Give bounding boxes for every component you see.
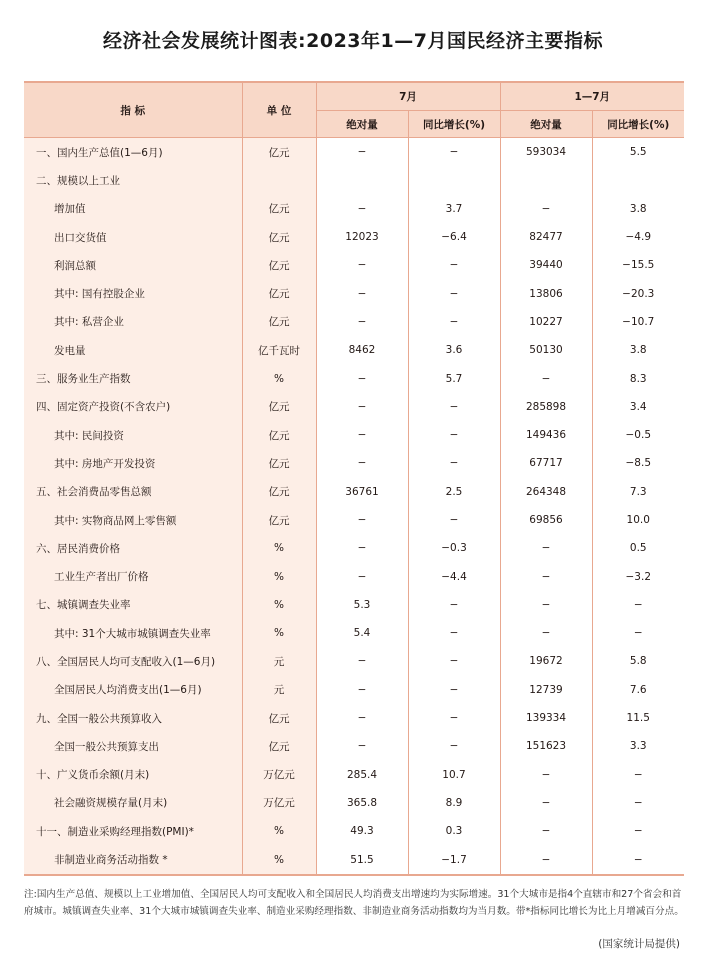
ytd-yoy-cell: −15.5: [622, 259, 655, 272]
header-indicator: 指 标: [24, 82, 242, 138]
table-row: [24, 761, 684, 789]
unit-cell: 亿元: [242, 251, 316, 279]
ytd-absolute-cell: 82477: [500, 223, 592, 251]
july-absolute-cell: −: [316, 534, 408, 562]
table-row: [24, 223, 684, 251]
table-row: [24, 534, 684, 562]
july-yoy-cell: −: [408, 676, 500, 704]
indicator-name-cell: 出口交货值: [24, 223, 242, 251]
july-yoy-cell: −: [408, 279, 500, 307]
ytd-absolute-cell: −: [500, 619, 592, 647]
unit-cell: 亿元: [242, 449, 316, 477]
indicator-name-cell: 其中: 私营企业: [24, 308, 242, 336]
table-row: [24, 704, 684, 732]
ytd-absolute-cell: −: [500, 817, 592, 845]
table-row: [24, 817, 684, 845]
ytd-absolute-cell: −: [500, 534, 592, 562]
ytd-yoy-cell: −8.5: [625, 457, 651, 470]
indicator-name-cell: 增加值: [24, 195, 242, 223]
ytd-absolute-cell: 151623: [500, 732, 592, 760]
unit-cell: 亿元: [242, 704, 316, 732]
july-yoy-cell: −: [408, 704, 500, 732]
table-row: [24, 166, 684, 194]
ytd-absolute-cell: −: [500, 789, 592, 817]
july-absolute-cell: −: [316, 562, 408, 590]
ytd-yoy-cell: −: [633, 627, 643, 640]
july-yoy-cell: −4.4: [408, 562, 500, 590]
july-absolute-cell: −: [316, 364, 408, 392]
indicator-name-cell: 全国一般公共预算支出: [24, 732, 242, 760]
indicator-name-cell: 其中: 国有控股企业: [24, 279, 242, 307]
indicator-name-cell: 其中: 31个大城市城镇调查失业率: [24, 619, 242, 647]
july-absolute-cell: 5.3: [316, 591, 408, 619]
july-yoy-cell: −: [408, 647, 500, 675]
unit-cell: 万亿元: [242, 789, 316, 817]
ytd-absolute-cell: 593034: [500, 138, 592, 167]
ytd-yoy-cell: 3.8: [629, 344, 647, 357]
table-row: [24, 138, 684, 167]
table-row: [24, 789, 684, 817]
july-absolute-cell: 51.5: [316, 845, 408, 874]
unit-cell: 亿元: [242, 138, 316, 167]
ytd-yoy-cell: 7.3: [629, 485, 647, 498]
unit-cell: 亿千瓦时: [242, 336, 316, 364]
july-absolute-cell: −: [316, 138, 408, 167]
july-absolute-cell: −: [316, 449, 408, 477]
table-row: [24, 562, 684, 590]
july-yoy-cell: −: [408, 619, 500, 647]
indicator-name-cell: 社会融资规模存量(月末): [24, 789, 242, 817]
indicator-name-cell: 其中: 民间投资: [24, 421, 242, 449]
ytd-absolute-cell: 67717: [500, 449, 592, 477]
unit-cell: %: [242, 534, 316, 562]
indicator-name-cell: 非制造业商务活动指数 *: [24, 845, 242, 874]
ytd-absolute-cell: 149436: [500, 421, 592, 449]
table-row: [24, 308, 684, 336]
header-july-absolute: 绝对量: [316, 111, 408, 138]
july-absolute-cell: 365.8: [316, 789, 408, 817]
july-absolute-cell: 5.4: [316, 619, 408, 647]
indicator-name-cell: 七、城镇调查失业率: [24, 591, 242, 619]
indicator-name-cell: 四、固定资产投资(不含农户): [24, 393, 242, 421]
ytd-yoy-cell: 5.8: [629, 655, 647, 668]
july-absolute-cell: −: [316, 195, 408, 223]
indicator-name-cell: 一、国内生产总值(1—6月): [24, 138, 242, 167]
unit-cell: 亿元: [242, 223, 316, 251]
unit-cell: 亿元: [242, 308, 316, 336]
ytd-absolute-cell: 285898: [500, 393, 592, 421]
ytd-yoy-cell: [592, 166, 684, 194]
ytd-absolute-cell: −: [500, 195, 592, 223]
july-yoy-cell: 10.7: [408, 761, 500, 789]
table-row: [24, 478, 684, 506]
july-yoy-cell: −6.4: [408, 223, 500, 251]
ytd-yoy-cell: 0.5: [629, 542, 647, 555]
july-yoy-cell: 0.3: [408, 817, 500, 845]
table-row: [24, 506, 684, 534]
july-yoy-cell: −: [408, 506, 500, 534]
ytd-yoy-cell: −3.2: [625, 570, 651, 583]
table-row: [24, 619, 684, 647]
july-absolute-cell: −: [316, 308, 408, 336]
july-yoy-cell: 2.5: [408, 478, 500, 506]
july-yoy-cell: −: [408, 591, 500, 619]
july-yoy-cell: 5.7: [408, 364, 500, 392]
ytd-yoy-cell: 3.8: [629, 202, 647, 215]
ytd-yoy-cell: −: [633, 768, 643, 781]
ytd-absolute-cell: 13806: [500, 279, 592, 307]
ytd-yoy-cell: −20.3: [622, 287, 655, 300]
table-row: [24, 393, 684, 421]
ytd-absolute-cell: 69856: [500, 506, 592, 534]
indicator-name-cell: 发电量: [24, 336, 242, 364]
july-absolute-cell: 285.4: [316, 761, 408, 789]
unit-cell: 元: [242, 647, 316, 675]
unit-cell: %: [242, 591, 316, 619]
page-title: 经济社会发展统计图表:2023年1—7月国民经济主要指标: [103, 30, 603, 52]
july-absolute-cell: −: [316, 393, 408, 421]
july-absolute-cell: −: [316, 506, 408, 534]
indicator-name-cell: 六、居民消费价格: [24, 534, 242, 562]
july-yoy-cell: −0.3: [408, 534, 500, 562]
july-yoy-cell: −: [408, 732, 500, 760]
july-absolute-cell: −: [316, 676, 408, 704]
ytd-absolute-cell: −: [500, 845, 592, 874]
ytd-yoy-cell: 3.4: [629, 400, 647, 413]
table-row: [24, 279, 684, 307]
unit-cell: 亿元: [242, 421, 316, 449]
ytd-absolute-cell: −: [500, 761, 592, 789]
july-absolute-cell: 36761: [316, 478, 408, 506]
ytd-yoy-cell: 10.0: [626, 514, 650, 526]
unit-cell: 亿元: [242, 506, 316, 534]
ytd-yoy-cell: −0.5: [625, 429, 651, 442]
ytd-absolute-cell: 139334: [500, 704, 592, 732]
july-yoy-cell: [408, 166, 500, 194]
ytd-yoy-cell: 8.3: [629, 372, 647, 385]
header-ytd-absolute: 绝对量: [500, 111, 592, 138]
ytd-yoy-cell: 5.5: [629, 146, 647, 159]
indicator-name-cell: 利润总额: [24, 251, 242, 279]
july-yoy-cell: −: [408, 251, 500, 279]
ytd-absolute-cell: −: [500, 591, 592, 619]
july-absolute-cell: 12023: [316, 223, 408, 251]
ytd-absolute-cell: 10227: [500, 308, 592, 336]
indicator-name-cell: 其中: 实物商品网上零售额: [24, 506, 242, 534]
table-row: [24, 336, 684, 364]
unit-cell: %: [242, 364, 316, 392]
ytd-yoy-cell: 11.5: [626, 712, 650, 725]
indicator-name-cell: 八、全国居民人均可支配收入(1—6月): [24, 647, 242, 675]
table-row: [24, 364, 684, 392]
july-absolute-cell: 8462: [316, 336, 408, 364]
ytd-yoy-cell: −10.7: [622, 315, 655, 328]
unit-cell: 亿元: [242, 279, 316, 307]
ytd-yoy-cell: 3.3: [629, 740, 647, 753]
table-row: [24, 195, 684, 223]
july-absolute-cell: 49.3: [316, 817, 408, 845]
indicator-name-cell: 全国居民人均消费支出(1—6月): [24, 676, 242, 704]
july-absolute-cell: −: [316, 421, 408, 449]
july-absolute-cell: −: [316, 647, 408, 675]
unit-cell: 万亿元: [242, 761, 316, 789]
july-yoy-cell: −: [408, 393, 500, 421]
unit-cell: %: [242, 845, 316, 874]
ytd-absolute-cell: 50130: [500, 336, 592, 364]
july-yoy-cell: −: [408, 421, 500, 449]
ytd-absolute-cell: 12739: [500, 676, 592, 704]
indicators-table-container: [24, 81, 684, 876]
unit-cell: 亿元: [242, 393, 316, 421]
unit-cell: %: [242, 619, 316, 647]
header-group-ytd: 1—7月: [500, 82, 684, 111]
july-absolute-cell: −: [316, 704, 408, 732]
indicator-name-cell: 工业生产者出厂价格: [24, 562, 242, 590]
indicator-name-cell: 二、规模以上工业: [24, 166, 242, 194]
indicator-name-cell: 十一、制造业采购经理指数(PMI)*: [24, 817, 242, 845]
july-yoy-cell: −1.7: [408, 845, 500, 874]
ytd-yoy-cell: 7.6: [629, 683, 647, 696]
header-july-yoy: 同比增长(%): [408, 111, 500, 138]
unit-cell: 元: [242, 676, 316, 704]
header-ytd-yoy: 同比增长(%): [592, 111, 684, 138]
table-row: [24, 421, 684, 449]
unit-cell: 亿元: [242, 195, 316, 223]
indicator-name-cell: 其中: 房地产开发投资: [24, 449, 242, 477]
table-row: [24, 676, 684, 704]
ytd-absolute-cell: 19672: [500, 647, 592, 675]
source-credit: (国家统计局提供): [598, 938, 680, 950]
ytd-absolute-cell: 39440: [500, 251, 592, 279]
ytd-yoy-cell: −: [633, 796, 643, 809]
indicators-table: [24, 81, 684, 876]
table-row: [24, 845, 684, 874]
table-body: [24, 138, 684, 875]
unit-cell: 亿元: [242, 732, 316, 760]
ytd-absolute-cell: 264348: [500, 478, 592, 506]
july-yoy-cell: 8.9: [408, 789, 500, 817]
july-yoy-cell: −: [408, 138, 500, 167]
ytd-absolute-cell: [500, 166, 592, 194]
ytd-yoy-cell: −: [633, 598, 643, 611]
indicator-name-cell: 五、社会消费品零售总额: [24, 478, 242, 506]
ytd-absolute-cell: −: [500, 364, 592, 392]
unit-cell: %: [242, 562, 316, 590]
ytd-yoy-cell: −4.9: [625, 231, 651, 244]
indicator-name-cell: 三、服务业生产指数: [24, 364, 242, 392]
july-yoy-cell: 3.7: [408, 195, 500, 223]
unit-cell: 亿元: [242, 478, 316, 506]
ytd-yoy-cell: −: [633, 853, 643, 866]
table-row: [24, 449, 684, 477]
unit-cell: %: [242, 817, 316, 845]
unit-cell: [242, 166, 316, 194]
indicator-name-cell: 九、全国一般公共预算收入: [24, 704, 242, 732]
july-absolute-cell: −: [316, 279, 408, 307]
july-absolute-cell: [316, 166, 408, 194]
july-absolute-cell: −: [316, 251, 408, 279]
july-yoy-cell: −: [408, 308, 500, 336]
header-unit: 单 位: [242, 82, 316, 138]
july-yoy-cell: 3.6: [408, 336, 500, 364]
table-row: [24, 647, 684, 675]
footnote: 注:国内生产总值、规模以上工业增加值、全国居民人均可支配收入和全国居民人均消费支出增速均为实际增速。31个大城市是指4个直辖市和27个省会和首府城市。城镇调查失业率、31个大城市城镇调查失业率、制造业采购经理指数、非制造业商务活动指数均为当月数。带*指标同比增长为比上月增减百分点。: [24, 889, 684, 917]
table-row: [24, 251, 684, 279]
table-row: [24, 591, 684, 619]
ytd-absolute-cell: −: [500, 562, 592, 590]
july-absolute-cell: −: [316, 732, 408, 760]
ytd-yoy-cell: −: [633, 825, 643, 838]
header-group-july: 7月: [316, 82, 500, 111]
july-yoy-cell: −: [408, 449, 500, 477]
indicator-name-cell: 十、广义货币余额(月末): [24, 761, 242, 789]
table-row: [24, 732, 684, 760]
